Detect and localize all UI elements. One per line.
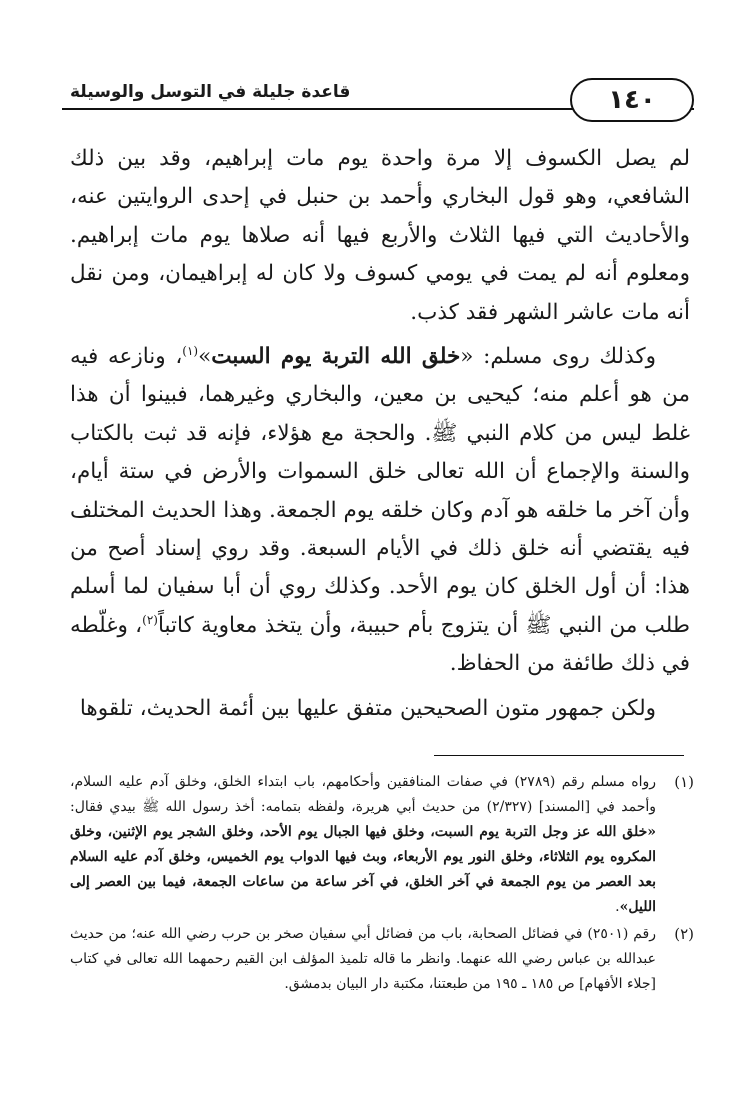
main-text	[70, 140, 690, 734]
footnote-text-part: رقم (٢٥٠١) في فضائل الصحابة، باب من فضائل أبي سفيان صخر بن حرب رضي الله عنه؛ من حديث عبدالله بن عباس رضي الله عنهما. وانظر ما قاله تلميذ المؤلف ابن القيم رحمهما الله تعالى في كتاب [جلاء الأفهام] ص ١٨٥ ـ ١٩٥ من طبعتنا، مكتبة دار البيان بدمشق.	[70, 926, 656, 992]
footnote-number: (١)	[674, 773, 694, 791]
footnote-text	[70, 922, 656, 997]
paragraph-2-start: وكذلك روى مسلم: «	[460, 344, 656, 370]
paragraph-2-close-quote: »	[198, 344, 212, 370]
paragraph-3: ولكن جمهور متون الصحيحين متفق عليها بين أئمة الحديث، تلقوها	[79, 695, 656, 721]
paragraph-2-middle: ، ونازعه فيه من هو أعلم منه؛ كيحيى بن معين، والبخاري وغيرهما، فبينوا أن هذا غلط ليس من كلام النبي ﷺ. والحجة مع هؤلاء، فإنه قد ثبت بالكتاب والسنة والإجماع أن الله تعالى خلق السموات والأرض في ستة أيام، وأن آخر ما خلقه هو آدم وكان خلقه يوم الجمعة. وهذا الحديث المختلف فيه يقتضي أنه خلق ذلك في الأيام السبعة. وقد روي إسناد أصح من هذا: أن أول الخلق كان يوم الأحد. وكذلك روي أن أبا سفيان لما أسلم طلب من النبي ﷺ أن يتزوج بأم حبيبة، وأن يتخذ معاوية كاتباً	[70, 344, 691, 638]
paragraph-2-end: ، وغلّطه في ذلك طائفة من الحفاظ.	[70, 612, 690, 677]
footnote-rule	[434, 755, 684, 756]
footnote-text-end: .	[615, 899, 620, 915]
footnote-hadith-text: «خلق الله عز وجل التربة يوم السبت، وخلق فيها الجبال يوم الأحد، وخلق الشجر يوم الإثنين، وخلق المكروه يوم الثلاثاء، وخلق النور يوم الأربعاء، وبث فيها الدواب يوم الخميس، وخلق آدم عليه السلام بعد العصر من يوم الجمعة في آخر الخلق، في آخر ساعة من ساعات الجمعة، فيما بين العصر إلى الليل»	[70, 824, 656, 915]
footnote-number: (٢)	[674, 925, 694, 943]
footnote-1	[70, 770, 694, 920]
footnotes	[70, 770, 694, 999]
paragraph-1: لم يصل الكسوف إلا مرة واحدة يوم مات إبراهيم، وقد بين ذلك الشافعي، وهو قول البخاري وأحمد بن حنبل في إحدى الروايتين عنه، والأحاديث التي فيها الثلاث والأربع فيها أنه صلاها يوم مات إبراهيم. ومعلوم أنه لم يمت في يومي كسوف ولا كان له إبراهيمان، ومن نقل أنه مات عاشر الشهر فقد كذب.	[70, 146, 690, 325]
footnote-ref-2[interactable]: (٢)	[142, 612, 158, 627]
running-title: قاعدة جليلة في التوسل والوسيلة	[70, 82, 351, 102]
page-header	[62, 70, 694, 126]
footnote-text	[70, 770, 656, 920]
quoted-hadith: خلق الله التربة يوم السبت	[211, 344, 461, 370]
page-number: ١٤٠	[570, 78, 694, 122]
footnote-text-part: رواه مسلم رقم (٢٧٨٩) في صفات المنافقين وأحكامهم، باب ابتداء الخلق، وخلق آدم عليه السلام، وأحمد في [المسند] (٢/٣٢٧) من حديث أبي هريرة، ولفظه بتمامه: أخذ رسول الله ﷺ بيدي فقال:	[70, 774, 656, 815]
paragraph-2	[70, 338, 690, 684]
footnote-ref-1[interactable]: (١)	[182, 343, 199, 358]
footnote-2	[70, 922, 694, 997]
